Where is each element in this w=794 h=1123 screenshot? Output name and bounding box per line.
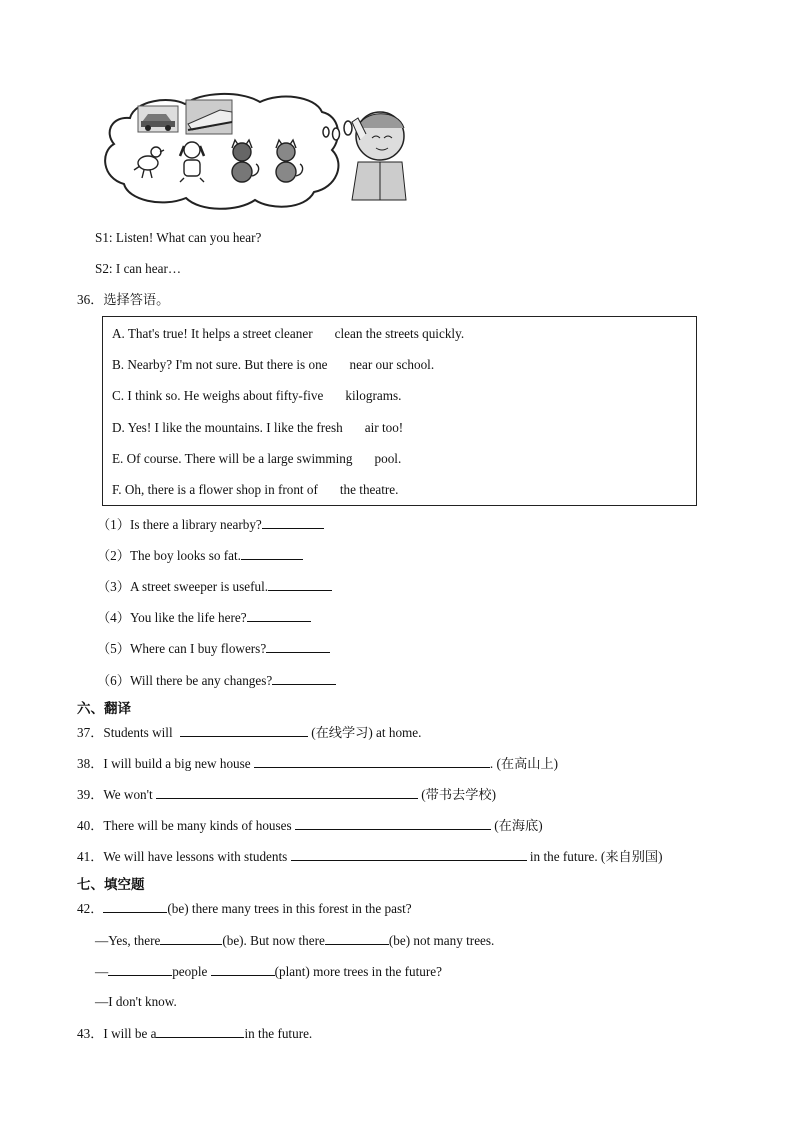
dialogue-s1: S1: Listen! What can you hear?: [95, 230, 262, 245]
q36-number: 36．: [77, 292, 104, 307]
thought-bubble: [323, 127, 329, 137]
option-d: D. Yes! I like the mountains. I like the fresh air too!: [112, 420, 404, 435]
section6-heading: 六、翻译: [77, 701, 131, 717]
answer-blank[interactable]: [262, 516, 324, 529]
answer-blank[interactable]: [241, 547, 303, 560]
q37: 37．Students will (在线学习) at home.: [77, 725, 422, 740]
answer-blank[interactable]: [291, 848, 527, 861]
q36-sub-3: （3）A street sweeper is useful.: [97, 578, 332, 595]
option-a: A. That's true! It helps a street cleaner clean the streets quickly.: [112, 326, 465, 341]
answer-blank[interactable]: [211, 963, 275, 976]
q38: 38．I will build a big new house . (在高山上): [77, 756, 559, 771]
thought-bubble: [333, 128, 340, 140]
q43: 43．I will be a in the future.: [77, 1026, 313, 1041]
boy-listening-icon: [352, 112, 406, 200]
answer-blank[interactable]: [272, 672, 336, 685]
options-box: [102, 316, 697, 506]
answer-blank[interactable]: [180, 724, 308, 737]
q42-line1: 42． (be) there many trees in this forest in the past?: [77, 901, 412, 916]
q36-sub-2: （2）The boy looks so fat.: [97, 547, 303, 564]
option-f: F. Oh, there is a flower shop in front of the theatre.: [112, 482, 399, 497]
q42-line3: — people (plant) more trees in the future?: [95, 964, 442, 979]
answer-blank[interactable]: [295, 817, 491, 830]
answer-blank[interactable]: [266, 640, 330, 653]
option-b: B. Nearby? I'm not sure. But there is one near our school.: [112, 357, 435, 372]
answer-blank[interactable]: [103, 900, 167, 913]
q36-instruction: 选择答语。: [103, 292, 170, 307]
answer-blank[interactable]: [108, 963, 172, 976]
q36-sub-5: （5）Where can I buy flowers?: [97, 640, 330, 657]
answer-blank[interactable]: [247, 609, 311, 622]
q40: 40．There will be many kinds of houses (在海底): [77, 818, 543, 833]
q39: 39．We won't (带书去学校): [77, 787, 496, 802]
answer-blank[interactable]: [156, 1025, 244, 1038]
answer-blank[interactable]: [156, 786, 418, 799]
train-icon: [186, 100, 232, 134]
section7-heading: 七、填空题: [77, 877, 145, 893]
q42-line2: —Yes, there (be). But now there (be) not many trees.: [95, 933, 495, 948]
option-c: C. I think so. He weighs about fifty-five kilograms.: [112, 388, 402, 403]
car-icon: [138, 106, 178, 132]
q41: 41．We will have lessons with students in the future. (来自别国): [77, 849, 663, 864]
answer-blank[interactable]: [160, 932, 222, 945]
q36-title: [77, 292, 169, 308]
illustration: [100, 88, 410, 218]
q42-line4: —I don't know.: [95, 994, 177, 1009]
answer-blank[interactable]: [254, 755, 490, 768]
option-e: E. Of course. There will be a large swimming pool.: [112, 451, 402, 466]
dialogue-s2: S2: I can hear…: [95, 261, 182, 276]
answer-blank[interactable]: [325, 932, 389, 945]
answer-blank[interactable]: [268, 578, 332, 591]
q36-sub-4: （4）You like the life here?: [97, 609, 311, 626]
thought-bubble: [344, 121, 352, 135]
q36-sub-6: （6）Will there be any changes?: [97, 672, 336, 689]
q36-sub-1: （1）Is there a library nearby?: [97, 516, 324, 533]
